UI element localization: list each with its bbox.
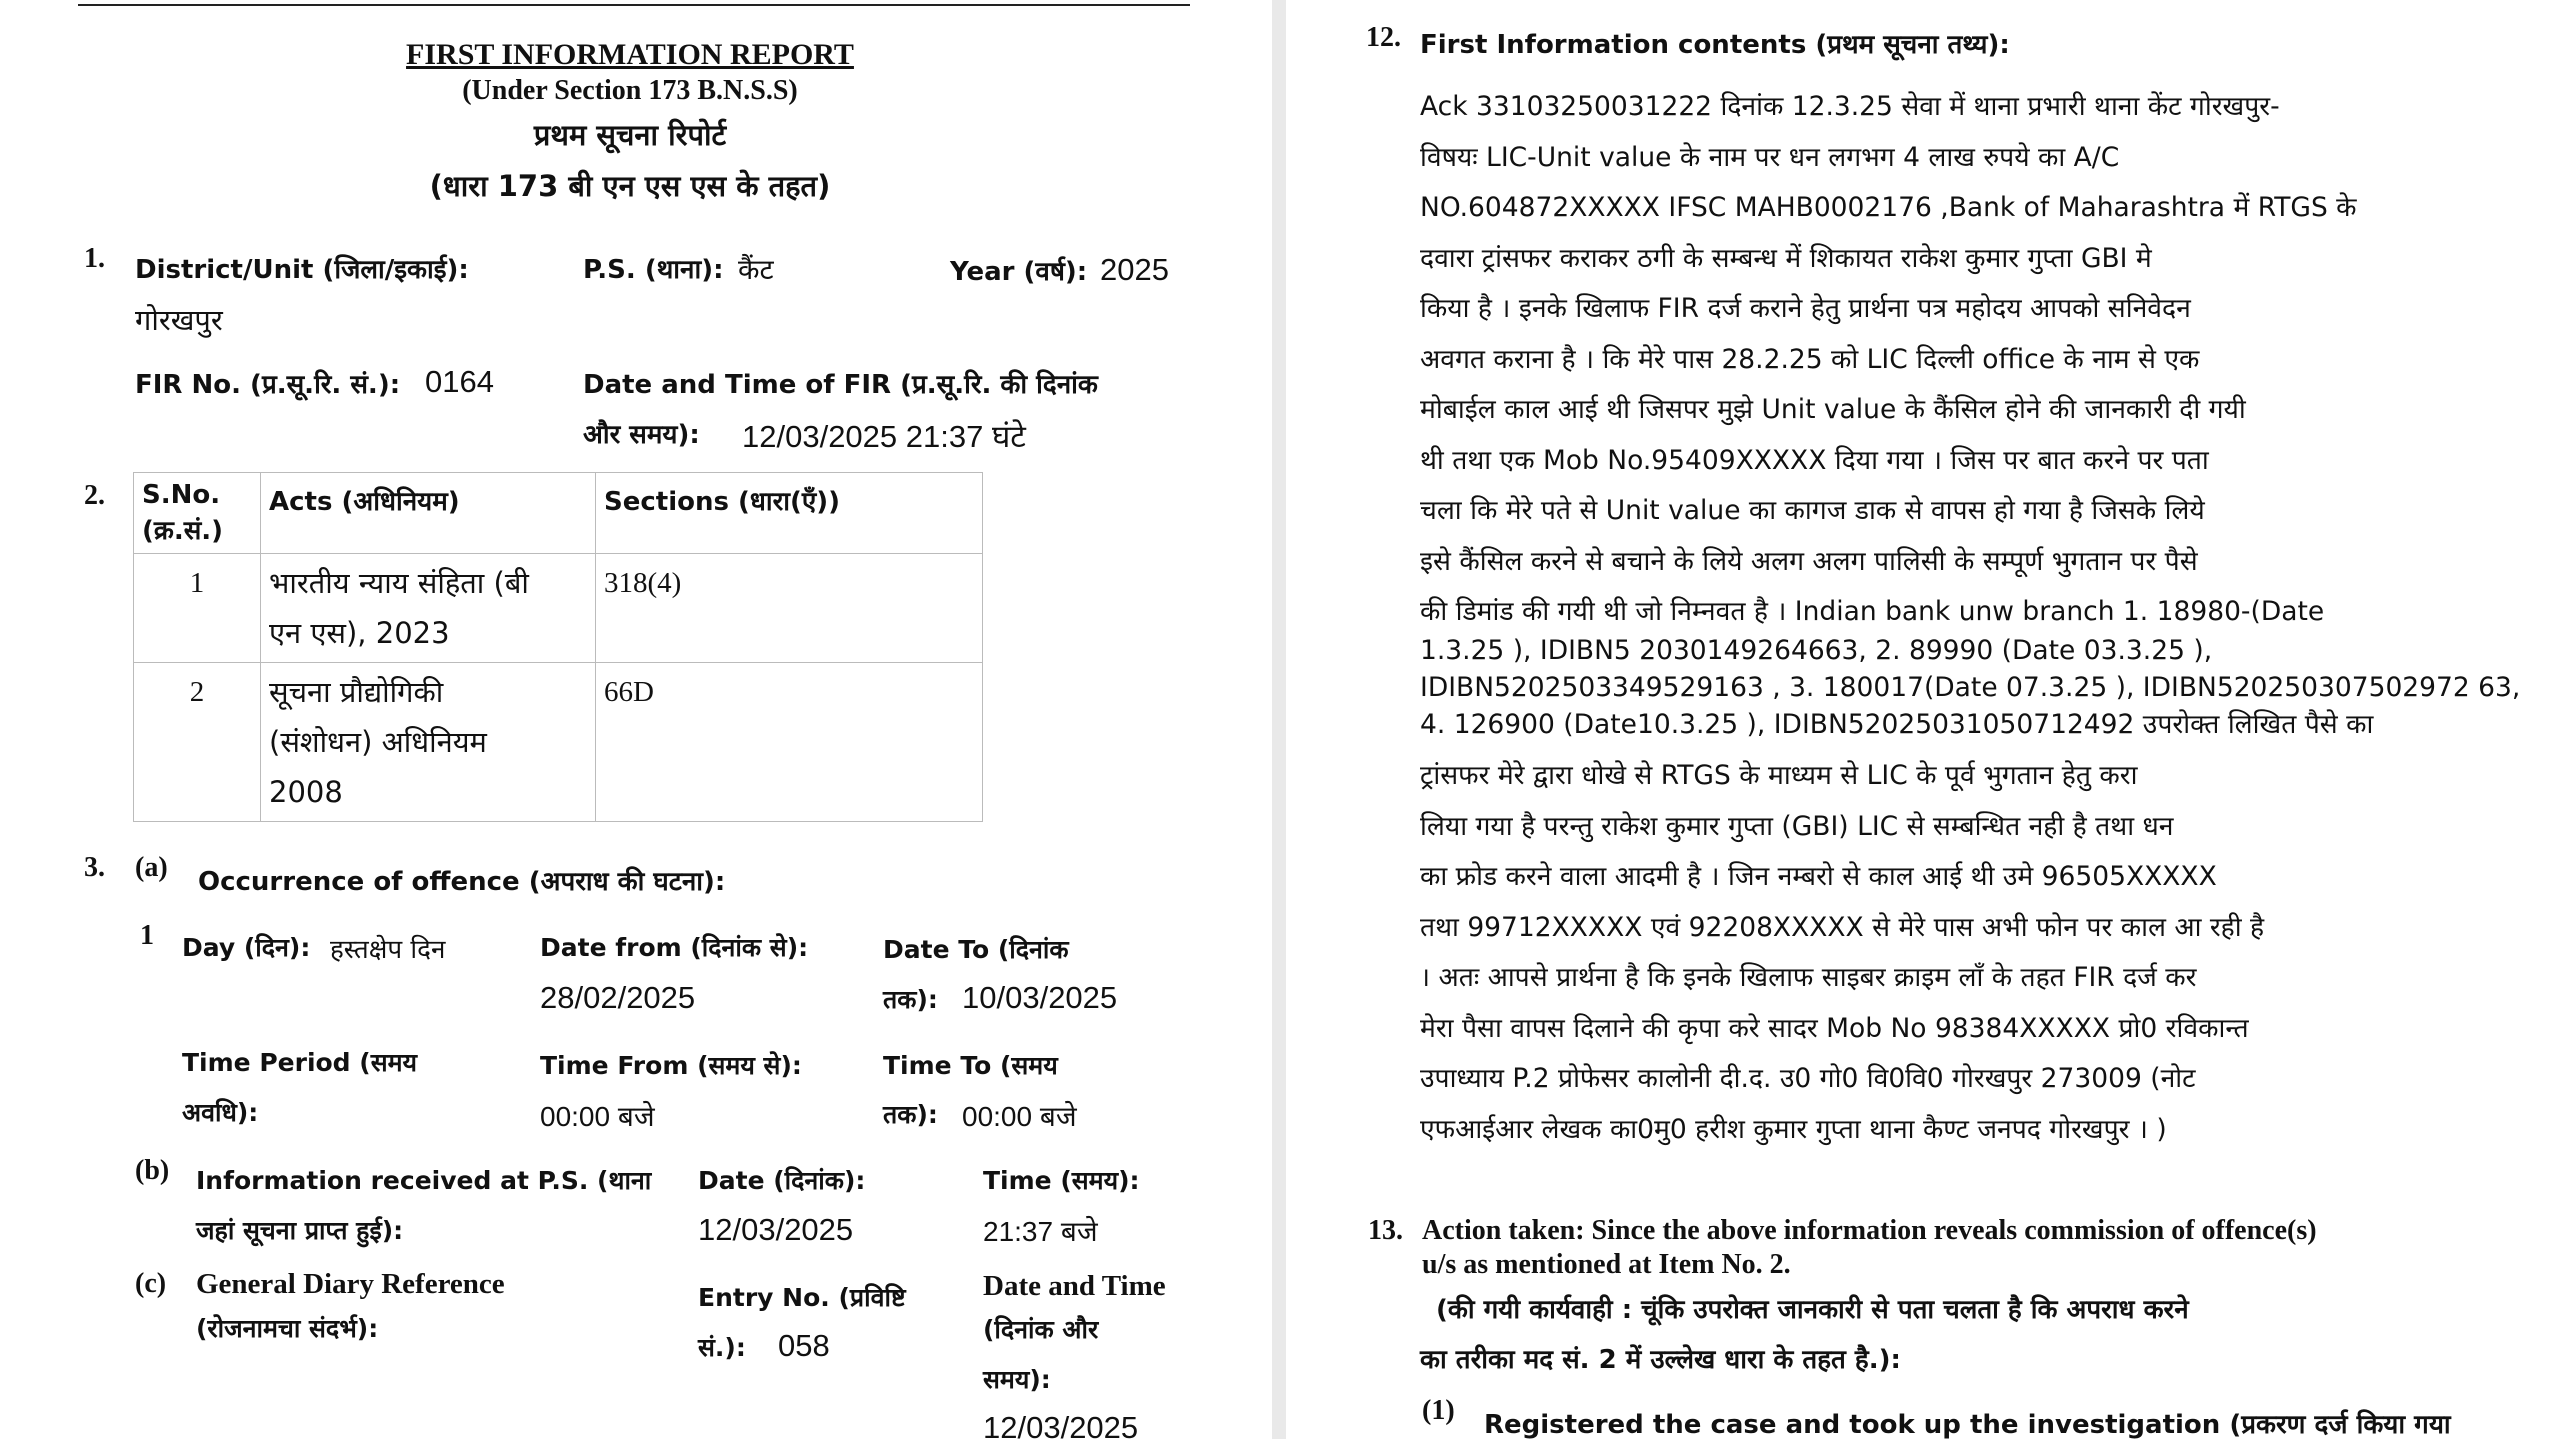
district-value: गोरखपुर: [135, 303, 223, 337]
entry-no-label: Entry No. (प्रविष्टि: [698, 1283, 906, 1312]
info-date-label: Date (दिनांक):: [698, 1166, 866, 1195]
item1-number: 1.: [84, 243, 105, 274]
item13-subtext: Registered the case and took up the investigation (प्रकरण दर्ज किया गया: [1484, 1410, 2451, 1439]
item3-number: 3.: [84, 852, 105, 883]
sno-header-en: S.No.: [142, 480, 221, 510]
section-cell: 66D: [596, 663, 983, 822]
gd-datetime-label: Date and Time: [983, 1270, 1166, 1302]
ps-label: P.S. (थाना):: [583, 255, 724, 285]
gd-datetime-value: 12/03/2025: [983, 1410, 1139, 1439]
right-page: [1286, 0, 2560, 1439]
fir-no-label: FIR No. (प्र.सू.रि. सं.):: [135, 370, 401, 400]
entry-no-value: 058: [778, 1328, 830, 1363]
content-line: तथा 99712XXXXX एवं 92208XXXXX से मेरे पास अभी फोन पर काल आ रही है: [1420, 911, 2265, 943]
fir-datetime-label-2: और समय):: [583, 420, 700, 450]
date-from-label: Date from (दिनांक से):: [540, 933, 809, 962]
table-row: [134, 663, 983, 822]
item13-subnum: (1): [1422, 1395, 1455, 1426]
gd-label-2: (रोजनामचा संदर्भ):: [196, 1314, 379, 1343]
content-line: दवारा ट्रांसफर कराकर ठगी के सम्बन्ध में शिकायत राकेश कुमार गुप्ता GBI मे: [1420, 242, 2152, 274]
content-line: लिया गया है परन्तु राकेश कुमार गुप्ता (GBI) LIC से सम्बन्धित नही है तथा धन: [1420, 810, 2174, 842]
fir-datetime-value: 12/03/2025 21:37 घंटे: [742, 419, 1026, 454]
time-to-label: Time To (समय: [883, 1051, 1058, 1080]
info-received-label-2: जहां सूचना प्राप्त हुई):: [196, 1216, 404, 1245]
table-row: [134, 554, 983, 663]
time-period-label: Time Period (समय: [182, 1048, 418, 1077]
occurrence-subnum: 1: [140, 920, 154, 951]
item12-paragraph: [1420, 82, 2530, 638]
info-date-value: 12/03/2025: [698, 1212, 854, 1247]
item3-a: (a): [135, 852, 168, 883]
info-time-value: 21:37 बजे: [983, 1216, 1098, 1247]
item3-b: (b): [135, 1155, 170, 1186]
item2-number: 2.: [84, 480, 105, 511]
content-line: NO.604872XXXXX IFSC MAHB0002176 ,Bank of Maharashtra में RTGS के: [1420, 192, 2357, 223]
date-to-value: 10/03/2025: [962, 980, 1118, 1015]
act-cell: [261, 554, 596, 663]
district-label: District/Unit (जिला/इकाई):: [135, 255, 469, 285]
time-from-value: 00:00 बजे: [540, 1101, 655, 1132]
year-label: Year (वर्ष):: [950, 257, 1088, 287]
content-line: किया है । इनके खिलाफ FIR दर्ज कराने हेतु प्रार्थना पत्र महोदय आपको सनिवेदन: [1420, 293, 2191, 324]
sno-cell: 2: [134, 663, 261, 822]
act-line: भारतीय न्याय संहिता (बी: [269, 566, 529, 600]
date-to-label: Date To (दिनांक: [883, 935, 1069, 964]
item12-number: 12.: [1366, 22, 1401, 53]
sections-header: Sections (धारा(एँ)): [596, 473, 983, 554]
item13-number: 13.: [1368, 1215, 1403, 1246]
content-line: चला कि मेरे पते से Unit value का कागज डाक से वापस हो गया है जिसके लिये: [1420, 495, 2205, 526]
acts-table: [133, 472, 983, 822]
gd-datetime-label-2: (दिनांक और: [983, 1315, 1099, 1344]
act-cell: [261, 663, 596, 822]
content-line: IDIBN5202503349529163 , 3. 180017(Date 07.3.25 ), IDIBN520250307502972 63,: [1420, 672, 2521, 703]
date-to-label-2: तक):: [883, 985, 938, 1014]
item13-hindi-2: का तरीका मद सं. 2 में उल्लेख धारा के तहत है.):: [1420, 1345, 1901, 1375]
time-period-label-2: अवधि):: [182, 1098, 259, 1127]
info-time-label: Time (समय):: [983, 1166, 1140, 1195]
sno-cell: 1: [134, 554, 261, 663]
year-value: 2025: [1100, 252, 1169, 287]
item13-hindi-1: (की गयी कार्यवाही : चूंकि उपरोक्त जानकारी से पता चलता है कि अपराध करने: [1436, 1295, 2189, 1325]
entry-no-label-2: सं.):: [698, 1333, 746, 1362]
content-line: 4. 126900 (Date10.3.25 ), IDIBN52025031050712492 उपरोक्त लिखित पैसे का: [1420, 709, 2374, 740]
content-line: की डिमांड की गयी थी जो निम्नवत है । Indian bank unw branch 1. 18980-(Date: [1420, 596, 2325, 627]
gd-label: General Diary Reference: [196, 1268, 505, 1300]
gd-datetime-label-3: समय):: [983, 1365, 1051, 1394]
occurrence-label: Occurrence of offence (अपराध की घटना):: [198, 867, 726, 897]
left-page: [0, 0, 1272, 1439]
report-subtitle-en: (Under Section 173 B.N.S.S): [462, 75, 798, 106]
sno-header-hi: (क्र.सं.): [142, 516, 224, 546]
content-line: मोबाईल काल आई थी जिसपर मुझे Unit value के कैंसिल होने की जानकारी दी गयी: [1420, 394, 2246, 425]
act-line: सूचना प्रौद्योगिकी: [269, 675, 444, 709]
fir-datetime-label: Date and Time of FIR (प्र.सू.रि. की दिनांक: [583, 370, 1098, 400]
info-received-label: Information received at P.S. (थाना: [196, 1166, 652, 1195]
content-line: एफआईआर लेखक का0मु0 हरीश कुमार गुप्ता थाना कैण्ट जनपद गोरखपुर । ): [1420, 1113, 2167, 1145]
content-line: थी तथा एक Mob No.95409XXXXX दिया गया । जिस पर बात करने पर पता: [1420, 444, 2209, 476]
item12-heading: First Information contents (प्रथम सूचना तथ्य):: [1420, 30, 2010, 60]
item12-paragraph-cont: [1420, 751, 2530, 1155]
report-title-hi: प्रथम सूचना रिपोर्ट: [533, 118, 727, 152]
day-value: हस्तक्षेप दिन: [330, 935, 446, 965]
ps-value: कैंट: [738, 253, 774, 286]
day-label: Day (दिन):: [182, 933, 311, 962]
content-line: इसे कैंसिल करने से बचाने के लिये अलग अलग पालिसी के सम्पूर्ण भुगतान पर पैसे: [1420, 545, 2198, 577]
content-line: । अतः आपसे प्रार्थना है कि इनके खिलाफ साइबर क्राइम लॉं के तहत FIR दर्ज कर: [1420, 962, 2197, 993]
date-from-value: 28/02/2025: [540, 980, 696, 1015]
time-to-value: 00:00 बजे: [962, 1101, 1077, 1132]
act-line: 2008: [269, 775, 343, 809]
content-line: 1.3.25 ), IDIBN5 2030149264663, 2. 89990 (Date 03.3.25 ),: [1420, 635, 2213, 666]
item13-line1: Action taken: Since the above information reveals commission of offence(s): [1422, 1215, 2317, 1246]
content-line: उपाध्याय P.2 प्रोफेसर कालोनी दी.द. उ0 गो0 वि0वि0 गोरखपुर 273009 (नोट: [1420, 1063, 2196, 1094]
item13-line2: u/s as mentioned at Item No. 2.: [1422, 1249, 1791, 1280]
act-line: एन एस), 2023: [269, 616, 450, 650]
content-line: अवगत कराना है । कि मेरे पास 28.2.25 को LIC दिल्ली office के नाम से एक: [1420, 343, 2200, 375]
report-title: FIRST INFORMATION REPORT: [406, 38, 854, 71]
top-rule: [78, 4, 1190, 6]
item3-c: (c): [135, 1268, 167, 1299]
content-line: मेरा पैसा वापस दिलाने की कृपा करे सादर Mob No 98384XXXXX प्रो0 रविकान्त: [1420, 1012, 2249, 1044]
sno-header: [134, 473, 261, 554]
time-from-label: Time From (समय से):: [540, 1051, 802, 1080]
content-line: Ack 33103250031222 दिनांक 12.3.25 सेवा में थाना प्रभारी थाना केंट गोरखपुर-: [1420, 91, 2280, 122]
table-header-row: [134, 473, 983, 554]
content-line: विषयः LIC-Unit value के नाम पर धन लगभग 4 लाख रुपये का A/C: [1420, 141, 2120, 173]
acts-header: Acts (अधिनियम): [261, 473, 596, 554]
content-line: का फ्रोड करने वाला आदमी है । जिन नम्बरो से काल आई थी उमे 96505XXXXX: [1420, 861, 2217, 892]
fir-no-value: 0164: [425, 364, 494, 399]
report-subtitle-hi: (धारा 173 बी एन एस एस के तहत): [429, 169, 831, 203]
content-line: ट्रांसफर मेरे द्वारा धोखे से RTGS के माध्यम से LIC के पूर्व भुगतान हेतु करा: [1420, 760, 2138, 791]
item12-transactions: [1420, 632, 2530, 743]
section-cell: 318(4): [596, 554, 983, 663]
act-line: (संशोधन) अधिनियम: [269, 725, 487, 759]
time-to-label-2: तक):: [883, 1100, 938, 1129]
